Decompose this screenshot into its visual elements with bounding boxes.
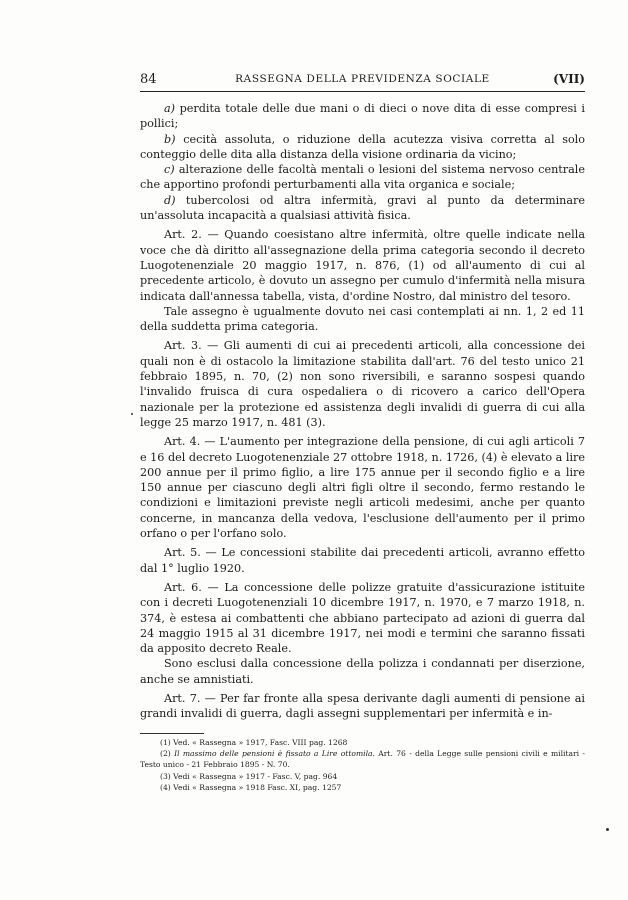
article-7: Art. 7. — Per far fronte alla spesa derivante dagli aumenti di pensione ai grandi invalidi di guerra, dagli assegni supplementari per infermità e in- (140, 691, 585, 721)
page-number: 84 (140, 72, 157, 87)
footnote-2: (2) Il massimo delle pensioni è fissato a Lire ottomila. Art. 76 - della Legge sulle pensioni civili e militari - Testo unico - 21 Febbraio 1895 - N. 70. (140, 749, 585, 770)
ink-speck (131, 413, 133, 415)
header-rule (140, 91, 585, 92)
article-5: Art. 5. — Le concessioni stabilite dai precedenti articoli, avranno effetto dal 1° luglio 1920. (140, 546, 585, 575)
list-item: b) cecità assoluta, o riduzione della acutezza visiva corretta al solo conteggio delle dita alla distanza della visione ordinaria da vicino; (140, 132, 585, 161)
article-4: Art. 4. — L'aumento per integrazione della pensione, di cui agli articoli 7 e 16 del decreto Luogotenenziale 27 ottobre 1918, n. 1726, (4) è elevato a lire 200 annue per il primo figlio, a lire 175 annue per il secondo figlio e a lire 150 annue per ciascuno degli altri figli oltre il secondo, fermo restando le condizioni e limitazioni previste negli articoli medesimi, anche per quanto concerne, in mancanza della vedova, l'esclusione dell'aumento per il primo orfano o per l'orfano solo. (140, 435, 585, 541)
list-item: c) alterazione delle facoltà mentali o lesioni del sistema nervoso centrale che apportino profondi perturbamenti alla vita organica e sociale; (140, 163, 585, 192)
list-item: d) tubercolosi od altra infermità, gravi al punto da determinare un'assoluta incapacità a qualsiasi attività fisica. (140, 193, 585, 223)
article-2-paragraph-2: Tale assegno è ugualmente dovuto nei casi contemplati ai nn. 1, 2 ed 11 della suddetta prima categoria. (140, 304, 585, 334)
footnotes (140, 737, 585, 793)
ink-speck (606, 828, 609, 831)
article-6-paragraph-2: Sono esclusi dalla concessione della polizza i condannati per diserzione, anche se amnistiati. (140, 657, 585, 686)
article-3: Art. 3. — Gli aumenti di cui ai precedenti articoli, alla concessione dei quali non è di ostacolo la limitazione stabilita dall'art. 76 del testo unico 21 febbraio 1895, n. 70, (2) non sono riversibili, e saranno sospesi quando l'invalido fruisca di cura ospedaliera o di ricovero a carico dell'Opera nazionale per la protezione ed assistenza degli invalidi di guerra di cui alla legge 25 marzo 1917, n. 481 (3). (140, 339, 585, 429)
footnote-3: (3) Vedi « Rassegna » 1917 - Fasc. V, pag. 964 (160, 771, 338, 781)
running-header (140, 72, 585, 90)
footnote-rule (140, 733, 204, 734)
running-title: RASSEGNA DELLA PREVIDENZA SOCIALE (235, 73, 490, 85)
footnote-4: (4) Vedi « Rassegna » 1918 Fasc. XI, pag. 1257 (160, 782, 342, 792)
article-6: Art. 6. — La concessione delle polizze gratuite d'assicurazione istituite con i decreti Luogotenenziali 10 dicembre 1917, n. 1970, e 7 marzo 1918, n. 374, è estesa ai combattenti che abbiano partecipato ad azioni di guerra dal 24 maggio 1915 al 31 dicembre 1917, nei modi e termini che saranno fissati da apposito decreto Reale. (140, 580, 585, 656)
list-item: a) perdita totale delle due mani o di dieci o nove dita di esse compresi i pollici; (140, 102, 585, 131)
footnote-1: (1) Ved. « Rassegna » 1917, Fasc. VIII pag. 1268 (160, 738, 348, 747)
article-2: Art. 2. — Quando coesistano altre infermità, oltre quelle indicate nella voce che dà diritto all'assegnazione della prima categoria secondo il decreto Luogotenenziale 20 maggio 1917, n. 876, (1) od all'aumento di cui al precedente articolo, è dovuto un assegno per cumulo d'infermità nella misura indicata dall'annessa tabella, vista, d'ordine Nostro, dal ministro del tesoro. (140, 228, 585, 303)
body-text (140, 101, 585, 722)
section-number: (VII) (553, 72, 585, 86)
